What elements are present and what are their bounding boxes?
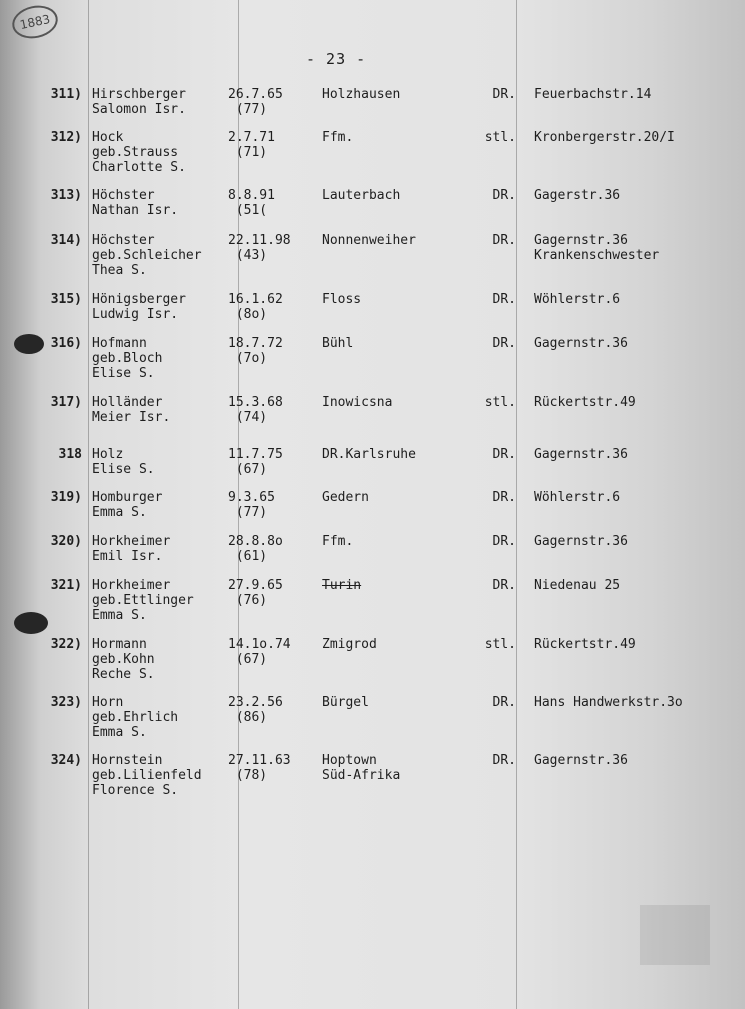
entry-place: Holzhausen [322, 87, 401, 102]
entry-number: 321) [50, 578, 82, 593]
entry-place: Floss [322, 292, 362, 307]
entry-name: Holz Elise S. [92, 447, 155, 477]
entry-number: 311) [50, 87, 82, 102]
entry-code: DR. [492, 188, 516, 203]
entry-address: Gagernstr.36 [534, 447, 628, 462]
entry-address: Gagerstr.36 [534, 188, 621, 203]
entry-number: 319) [50, 490, 82, 505]
entry-name: Höchster geb.Schleicher Thea S. [92, 233, 202, 278]
entry-date: 15.3.68 (74) [228, 395, 283, 425]
entry-address: Gagernstr.36 [534, 336, 628, 351]
entry-number: 314) [50, 233, 82, 248]
entry-code: stl. [484, 637, 516, 652]
entry-name: Hormann geb.Kohn Reche S. [92, 637, 155, 682]
entry-name: Holländer Meier Isr. [92, 395, 171, 425]
column-rule [88, 0, 89, 1009]
entry-name: Hornstein geb.Lilienfeld Florence S. [92, 753, 202, 798]
entry-name: Horkheimer geb.Ettlinger Emma S. [92, 578, 194, 623]
entry-place: Bühl [322, 336, 354, 351]
entry-number: 313) [50, 188, 82, 203]
entry-place: Inowicsna [322, 395, 393, 410]
entry-code: DR. [492, 87, 516, 102]
entry-name: Hönigsberger Ludwig Isr. [92, 292, 186, 322]
entry-date: 16.1.62 (8o) [228, 292, 283, 322]
entry-place: Hoptown Süd-Afrika [322, 753, 401, 783]
entry-date: 11.7.75 (67) [228, 447, 283, 477]
entry-code: stl. [484, 395, 516, 410]
entry-date: 22.11.98 (43) [228, 233, 291, 263]
entry-date: 26.7.65 (77) [228, 87, 283, 117]
entry-address: Rückertstr.49 [534, 395, 636, 410]
entry-address: Gagernstr.36 [534, 534, 628, 549]
entry-code: DR. [492, 447, 516, 462]
entry-name: Hock geb.Strauss Charlotte S. [92, 130, 186, 175]
entry-place: Gedern [322, 490, 369, 505]
entry-code: stl. [484, 130, 516, 145]
entry-place: Ffm. [322, 534, 354, 549]
entry-place: Ffm. [322, 130, 354, 145]
entry-name: Homburger Emma S. [92, 490, 163, 520]
entry-code: DR. [492, 336, 516, 351]
ink-blot [14, 612, 48, 634]
entry-number: 318 [58, 447, 82, 462]
entry-address: Wöhlerstr.6 [534, 490, 621, 505]
entry-code: DR. [492, 753, 516, 768]
entry-date: 14.1o.74 (67) [228, 637, 291, 667]
entry-address: Gagernstr.36 [534, 753, 628, 768]
entry-address: Wöhlerstr.6 [534, 292, 621, 307]
entry-number: 320) [50, 534, 82, 549]
archive-stamp: 1883 [9, 2, 61, 43]
entry-date: 23.2.56 (86) [228, 695, 283, 725]
entry-name: Horkheimer Emil Isr. [92, 534, 171, 564]
entry-date: 27.11.63 (78) [228, 753, 291, 783]
entry-name: Hirschberger Salomon Isr. [92, 87, 186, 117]
entry-date: 8.8.91 (51( [228, 188, 275, 218]
faded-stamp [640, 905, 710, 965]
entry-address: Niedenau 25 [534, 578, 621, 593]
entry-address: Feuerbachstr.14 [534, 87, 652, 102]
entry-number: 322) [50, 637, 82, 652]
entry-number: 312) [50, 130, 82, 145]
entry-place: DR.Karlsruhe [322, 447, 416, 462]
entry-code: DR. [492, 695, 516, 710]
entry-code: DR. [492, 578, 516, 593]
column-rule [516, 0, 517, 1009]
entry-number: 315) [50, 292, 82, 307]
entry-date: 2.7.71 (71) [228, 130, 275, 160]
entry-code: DR. [492, 292, 516, 307]
entry-date: 18.7.72 (7o) [228, 336, 283, 366]
entry-address: Kronbergerstr.20/I [534, 130, 675, 145]
entry-address: Rückertstr.49 [534, 637, 636, 652]
entry-place: Bürgel [322, 695, 369, 710]
page-number: - 23 - [306, 50, 367, 68]
entry-number: 316) [50, 336, 82, 351]
entry-date: 27.9.65 (76) [228, 578, 283, 608]
entry-date: 28.8.8o (61) [228, 534, 283, 564]
entry-place: Turin [322, 578, 362, 593]
entry-code: DR. [492, 534, 516, 549]
entry-place: Zmigrod [322, 637, 377, 652]
entry-number: 323) [50, 695, 82, 710]
entry-place: Nonnenweiher [322, 233, 416, 248]
entry-name: Horn geb.Ehrlich Emma S. [92, 695, 179, 740]
entry-address: Gagernstr.36 Krankenschwester [534, 233, 660, 263]
entry-number: 317) [50, 395, 82, 410]
entry-name: Hofmann geb.Bloch Elise S. [92, 336, 163, 381]
entry-place: Lauterbach [322, 188, 401, 203]
entry-code: DR. [492, 233, 516, 248]
entry-code: DR. [492, 490, 516, 505]
entry-date: 9.3.65 (77) [228, 490, 275, 520]
entry-number: 324) [50, 753, 82, 768]
entry-address: Hans Handwerkstr.3o [534, 695, 683, 710]
entry-name: Höchster Nathan Isr. [92, 188, 179, 218]
